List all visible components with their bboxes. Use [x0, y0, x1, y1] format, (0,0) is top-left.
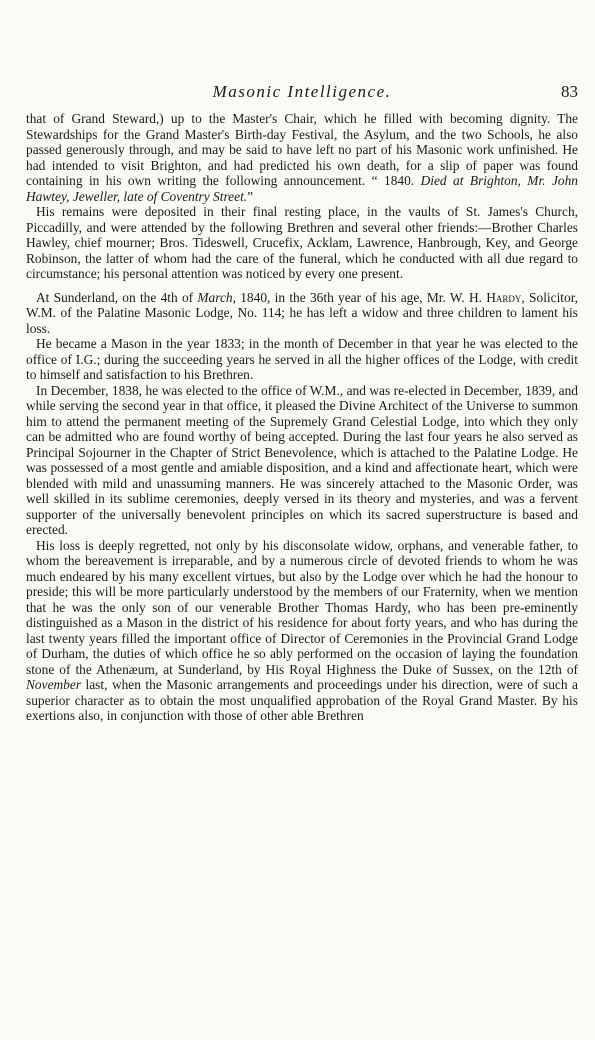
running-head: [26, 82, 578, 104]
running-title: Masonic Intelligence.: [212, 82, 392, 101]
paragraph-mason-career: He became a Mason in the year 1833; in the month of December in that year he was elected to the office of I.G.; during the succeeding years he served in all the higher offices of the Lodge, with credit to himself and satisfaction to his Brethren.: [26, 336, 578, 382]
closing-quote: ”: [247, 188, 254, 204]
paragraph-hawtey-continued: [26, 111, 578, 204]
paragraph-loss-regretted: [26, 538, 578, 724]
paragraph-text: At Sunderland, on the 4th of: [36, 289, 198, 305]
page-number: 83: [561, 82, 578, 101]
article-body: [26, 111, 578, 724]
paragraph-text: last, when the Masonic arrangements and proceedings under his direction, were of such a superior character as to obtain the most unqualified approbation of the Royal Grand Master. By his exertions also, in conjunction with those of other able Brethren: [26, 677, 578, 723]
paragraph-text: , 1840, in the 36th year of his age, Mr. W. H.: [232, 289, 487, 305]
quoted-announcement: Died at Brighton, Mr. John Hawtey, Jeweller, late of Coventry Street.: [26, 173, 578, 204]
paragraph-funeral: His remains were deposited in their final resting place, in the vaults of St. James's Church, Piccadilly, and were attended by the following Brethren and several other friends:—Brother Charles Hawley, chief mourner; Bros. Tideswell, Crucefix, Acklam, Lawrence, Hanbrough, Key, and George Robinson, the latter of whom had the care of the funeral, which he conducted with all due regard to circumstance; his personal attention was noticed by every one present.: [26, 204, 578, 281]
month-italic: November: [26, 677, 82, 692]
month-italic: March: [197, 289, 233, 305]
paragraph-text: that of Grand Steward,) up to the Master's Chair, which he filled with becoming dignity. The Stewardships for the Grand Master's Birth-day Festival, the Asylum, and the two Schools, he also passed generously through, and may be said to have left no part of his Masonic work unfinished. He had intended to visit Brighton, and had predicted his own death, for a slip of paper was found containing in his own writing the following announcement. “ 1840.: [26, 111, 578, 188]
paragraph-text: , Solicitor, W.M. of the Palatine Masonic Lodge, No. 114; he has left a widow and three children to lament his loss.: [26, 289, 578, 336]
paragraph-worshipful-master: In December, 1838, he was elected to the office of W.M., and was re-elected in December, 1839, and while serving the second year in that office, it pleased the Divine Architect of the Universe to summon him to attend the permanent meeting of the Supremely Grand Celestial Lodge, into which they only can be admitted who are found worthy of being accepted. During the last four years he also served as Principal Sojourner in the Chapter of Strict Benevolence, which is attached to the Palatine Lodge. He was possessed of a most gentle and amiable disposition, and a kind and affectionate heart, which were blended with mild and unassuming manners. He was sincerely attached to the Masonic Order, was well skilled in its sublime ceremonies, deeply versed in its theory and mysteries, and was a fervent supporter of the universally benevolent principles on which its sacred superstructure is based and erected.: [26, 382, 578, 537]
paragraph-hardy-obituary: [26, 290, 578, 337]
paragraph-text: His loss is deeply regretted, not only by his disconsolate widow, orphans, and venerable father, to whom the bereavement is irreparable, and by a numerous circle of devoted friends to whom he was much endeared by his many excellent virtues, but also by the Lodge over which he had the honour to preside; this will be more particularly understood by the members of our Fraternity, when we mention that he was the only son of our venerable Brother Thomas Hardy, who has been pre-eminently distinguished as a Mason in the district of his residence for about forty years, and who has during the last twenty years filled the important office of Director of Ceremonies in the Provincial Grand Lodge of Durham, the duties of which office he so ably performed on the occasion of laying the foundation stone of the Athenæum, at Sunderland, by His Royal Highness the Duke of Sussex, on the 12th of: [26, 537, 578, 677]
surname-small-caps: Hardy: [486, 289, 522, 305]
